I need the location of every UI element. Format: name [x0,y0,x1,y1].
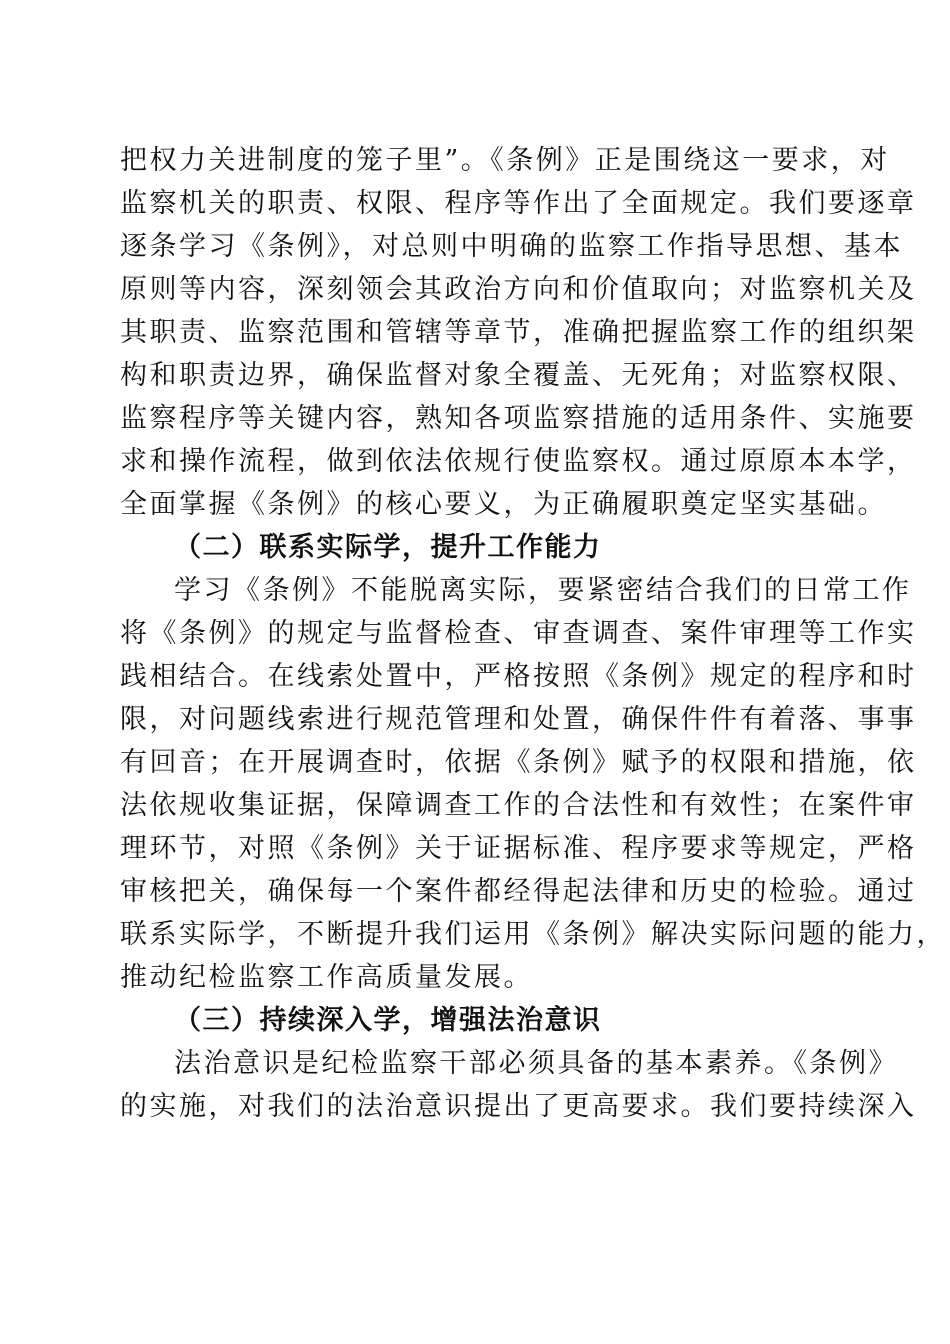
text-line: 求和操作流程，做到依法依规行使监察权。通过原原本本学， [120,446,917,477]
paragraph-first-line: 法治意识是纪检监察干部必须具备的基本素养。《条例》 [174,1048,898,1079]
text-line: 法依规收集证据，保障调查工作的合法性和有效性；在案件审 [120,790,917,821]
text-line: 践相结合。在线索处置中，严格按照《条例》规定的程序和时 [120,661,917,692]
text-line: 监察程序等关键内容，熟知各项监察措施的适用条件、实施要 [120,403,917,434]
text-line: 限，对问题线索进行规范管理和处置，确保件件有着落、事事 [120,704,917,735]
section-heading-2: （二）联系实际学，提升工作能力 [174,532,602,563]
text-line: 审核把关，确保每一个案件都经得起法律和历史的检验。通过 [120,876,917,907]
text-line: 理环节，对照《条例》关于证据标准、程序要求等规定，严格 [120,833,917,864]
text-line: 的实施，对我们的法治意识提出了更高要求。我们要持续深入 [120,1091,917,1122]
text-line: 逐条学习《条例》，对总则中明确的监察工作指导思想、基本 [120,231,903,262]
text-line: 有回音；在开展调查时，依据《条例》赋予的权限和措施，依 [120,747,917,778]
text-line: 将《条例》的规定与监督检查、审查调查、案件审理等工作实 [120,618,917,649]
text-line: 构和职责边界，确保监督对象全覆盖、无死角；对监察权限、 [120,360,917,391]
text-line: 原则等内容，深刻领会其政治方向和价值取向；对监察机关及 [120,274,917,305]
text-line: 联系实际学，不断提升我们运用《条例》解决实际问题的能力， [120,919,946,950]
text-line: 全面掌握《条例》的核心要义，为正确履职奠定坚实基础。 [120,489,887,520]
text-line: 监察机关的职责、权限、程序等作出了全面规定。我们要逐章 [120,188,917,219]
paragraph-first-line: 学习《条例》不能脱离实际，要紧密结合我们的日常工作 [174,575,912,606]
text-line: 把权力关进制度的笼子里”。《条例》正是围绕这一要求，对 [120,145,890,176]
text-line: 其职责、监察范围和管辖等章节，准确把握监察工作的组织架 [120,317,917,348]
section-heading-3: （三）持续深入学，增强法治意识 [174,1005,602,1036]
text-line: 推动纪检监察工作高质量发展。 [120,962,533,993]
